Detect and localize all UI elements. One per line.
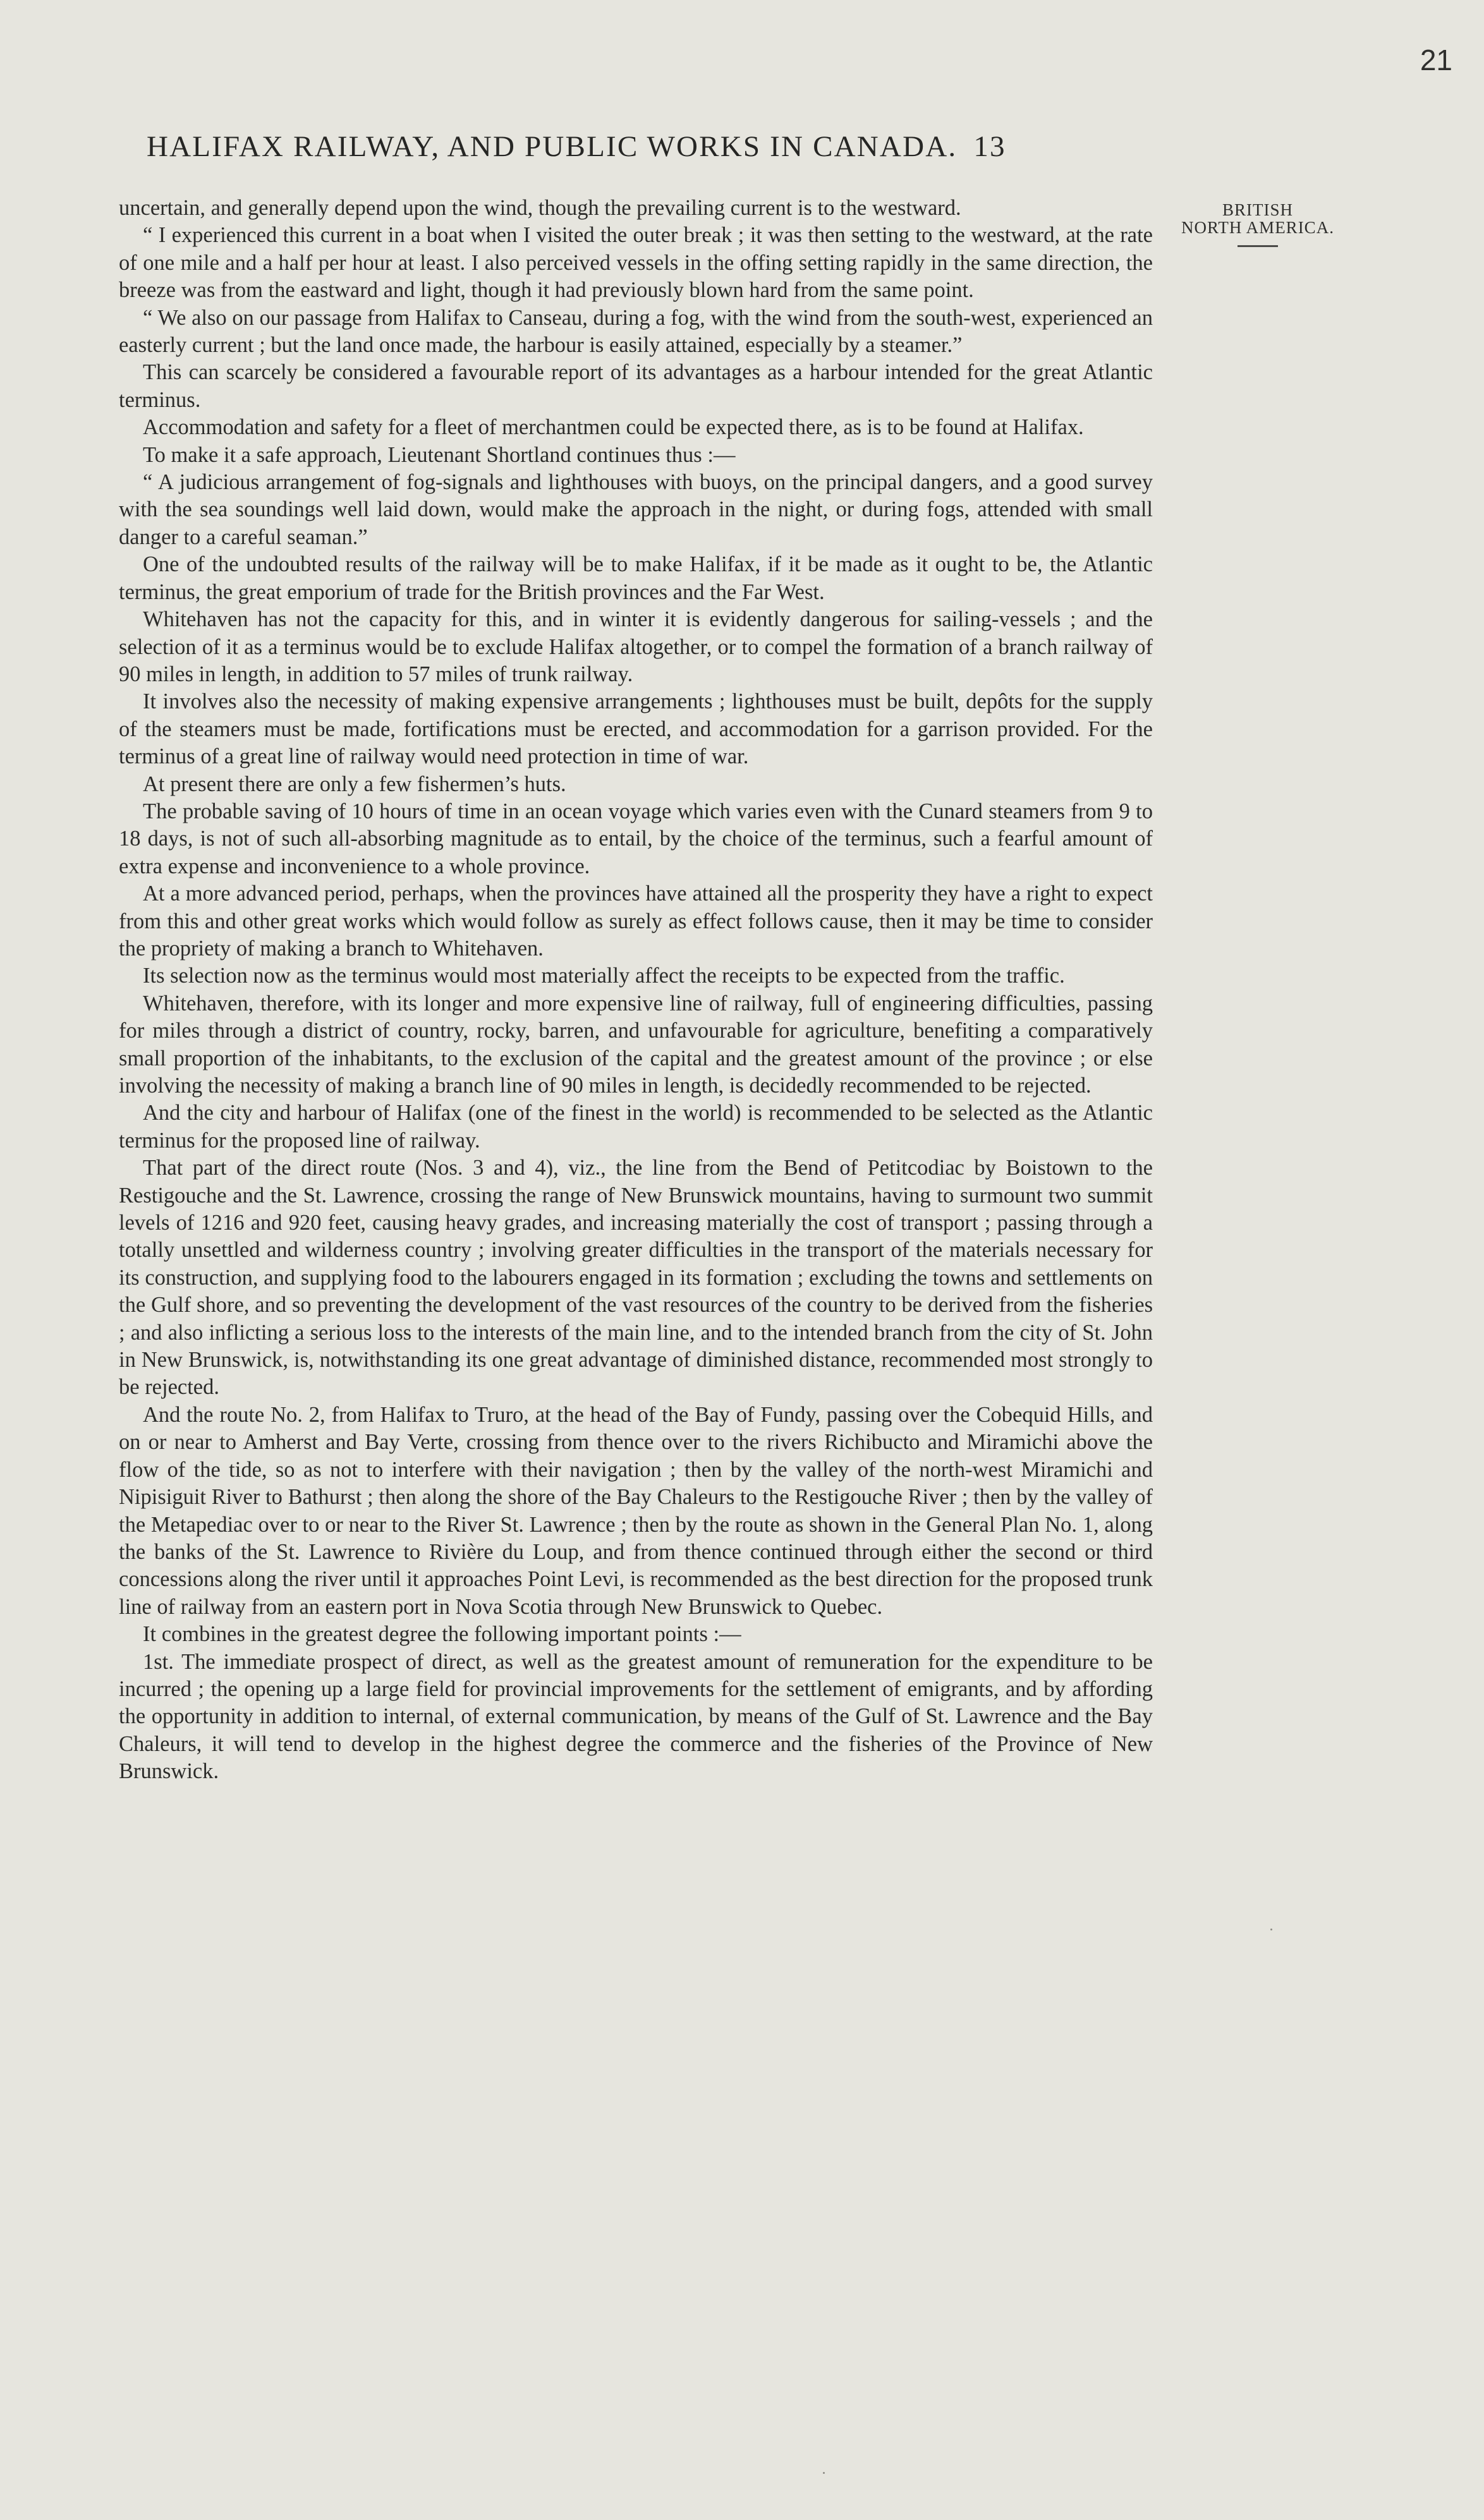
paragraph-17: That part of the direct route (Nos. 3 and 4), viz., the line from the Bend of Petitcodiac by Boistown to the Restigouche and the St. Lawrence, crossing the range of New Brunswick mountains, having to surmount two summit levels of 1216 and 920 feet, causing heavy grades, and increasing materially the cost of transport ; passing through a totally unsettled and wilderness country ; involving greater difficulties in the transport of the materials necessary for its construction, and supplying food to the labourers engaged in its formation ; excluding the towns and settlements on the Gulf shore, and so preventing the development of the vast resources of the country to be derived from the fisheries ; and also inflicting a serious loss to the interests of the main line, and to the intended branch from the city of St. John in New Brunswick, is, notwithstanding its one great advantage of diminished distance, recommended most strongly to be rejected.	[119, 1156, 1153, 1400]
paper-speck	[823, 2472, 825, 2474]
paragraph-1: uncertain, and generally depend upon the wind, though the prevailing current is to the westward.	[119, 196, 961, 220]
paragraph-4: This can scarcely be considered a favourable report of its advantages as a harbour intended for the great Atlantic terminus.	[119, 360, 1153, 412]
paragraph-10: It involves also the necessity of making expensive arrangements ; lighthouses must be built, depôts for the supply of the steamers must be made, fortifications must be erected, and accommodation for a garrison provided. For the terminus of a great line of railway would need protection in time of war.	[119, 689, 1153, 769]
paragraph-15: Whitehaven, therefore, with its longer and more expensive line of railway, full of engineering difficulties, passing for miles through a district of country, rocky, barren, and unfavourable for agriculture, benefiting a comparatively small proportion of the inhabitants, to the exclusion of the capital and the greatest amount of the province ; or else involving the necessity of making a branch line of 90 miles in length, is decidedly recommended to be rejected.	[119, 991, 1153, 1098]
paragraph-12: The probable saving of 10 hours of time in an ocean voyage which varies even with the Cunard steamers from 9 to 18 days, is not of such all-absorbing magnitude as to entail, by the choice of the terminus, such a fearful amount of extra expense and inconvenience to a whole province.	[119, 799, 1153, 878]
margin-note-rule	[1238, 245, 1278, 247]
running-head-title: HALIFAX RAILWAY, AND PUBLIC WORKS IN CANADA.	[147, 130, 958, 163]
margin-note	[1157, 201, 1359, 247]
paragraph-18: And the route No. 2, from Halifax to Truro, at the head of the Bay of Fundy, passing over the Cobequid Hills, and on or near to Amherst and Bay Verte, crossing from thence over to the rivers Richibucto and Miramichi above the flow of the tide, so as not to interfere with their navigation ; then by the valley of the north-west Miramichi and Nipisiguit River to Bathurst ; then along the shore of the Bay Chaleurs to the Restigouche River ; then by the valley of the Metapediac over to or near to the River St. Lawrence ; then by the route as shown in the General Plan No. 1, along the banks of the St. Lawrence to Rivière du Loup, and from thence continued through either the second or third concessions along the river until it approaches Point Levi, is recommended as the best direction for the proposed trunk line of railway from an eastern port in Nova Scotia through New Brunswick to Quebec.	[119, 1402, 1153, 1619]
paragraph-14: Its selection now as the terminus would most materially affect the receipts to be expected from the traffic.	[143, 964, 1065, 988]
paragraph-6: To make it a safe approach, Lieutenant Shortland continues thus :—	[143, 442, 736, 467]
running-head	[147, 130, 1158, 164]
paragraph-7: “ A judicious arrangement of fog-signals and lighthouses with buoys, on the principal dangers, and a good survey with the sea soundings well laid down, would make the approach in the night, or during fogs, attended with small danger to a careful seaman.”	[119, 470, 1153, 549]
paragraph-19: It combines in the greatest degree the following important points :—	[143, 1622, 741, 1647]
margin-note-line-1: BRITISH	[1222, 200, 1293, 219]
paragraph-3: “ We also on our passage from Halifax to Canseau, during a fog, with the wind from the south-west, experienced an easterly current ; but the land once made, the harbour is easily attained, especially by a steamer.”	[119, 305, 1153, 358]
paragraph-9: Whitehaven has not the capacity for this, and in winter it is evidently dangerous for sailing-vessels ; and the selection of it as a terminus would be to exclude Halifax altogether, or to compel the formation of a branch railway of 90 miles in length, in addition to 57 miles of trunk railway.	[119, 607, 1153, 686]
paragraph-20: 1st. The immediate prospect of direct, as well as the greatest amount of remuneration for the expenditure to be incurred ; the opening up a large field for provincial improvements for the settlement of emigrants, and by affording the opportunity in addition to internal, of external communication, by means of the Gulf of St. Lawrence and the Bay Chaleurs, it will tend to develop in the highest degree the commerce and the fisheries of the Province of New Brunswick.	[119, 1649, 1153, 1784]
paragraph-2: “ I experienced this current in a boat when I visited the outer break ; it was then setting to the westward, at the rate of one mile and a half per hour at least. I also perceived vessels in the offing setting rapidly in the same direction, the breeze was from the eastward and light, though it had previously blown hard from the same point.	[119, 223, 1153, 303]
margin-note-line-2: NORTH AMERICA.	[1181, 218, 1334, 237]
body-text	[119, 195, 1153, 1786]
paragraph-8: One of the undoubted results of the railway will be to make Halifax, if it be made as it ought to be, the Atlantic terminus, the great emporium of trade for the British provinces and the Far West.	[119, 552, 1153, 604]
paragraph-11: At present there are only a few fishermen’s huts.	[143, 772, 566, 796]
paragraph-13: At a more advanced period, perhaps, when the provinces have attained all the prosperity they have a right to expect from this and other great works which would follow as surely as effect follows cause, then it may be time to consider the propriety of making a branch to Whitehaven.	[119, 881, 1153, 960]
paper-speck	[1270, 1929, 1272, 1930]
paragraph-5: Accommodation and safety for a fleet of merchantmen could be expected there, as is to be found at Halifax.	[143, 415, 1084, 440]
page-number-corner: 21	[1420, 44, 1452, 76]
paragraph-16: And the city and harbour of Halifax (one of the finest in the world) is recommended to be selected as the Atlantic terminus for the proposed line of railway.	[119, 1101, 1153, 1153]
folio: 13	[973, 130, 1006, 163]
